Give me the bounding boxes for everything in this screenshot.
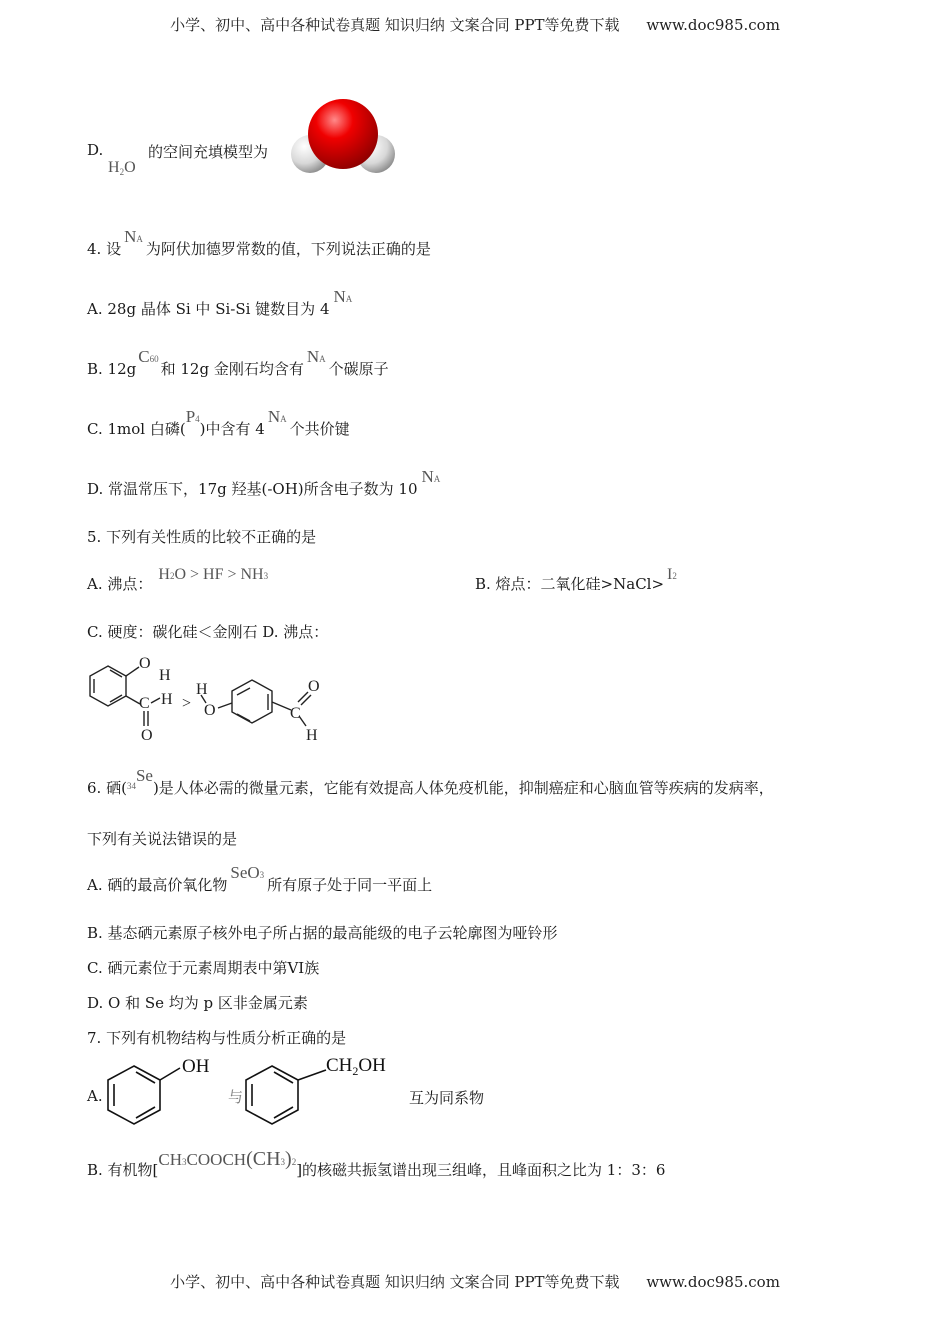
water-space-filling-model [288,92,400,184]
q7a-benzyl-double-2 [274,1107,293,1118]
q4c-na-sub: A [280,414,287,424]
q6-se-z: 34 [126,781,136,791]
q5d-bond-oh-left [126,667,139,676]
q5a-nh-sub: 3 [263,571,269,581]
q7b-paren: (CH [246,1148,281,1170]
q7-stem: 7. 下列有机物结构与性质分析正确的是 [87,1029,347,1047]
q4d-na-sub: A [433,474,441,484]
q7b-sub2: 3 [280,1157,286,1167]
q4c-p: P [185,407,196,426]
q7a-oh-tail: OH [358,1055,386,1076]
q4c-mid: )中含有 4 [199,420,265,438]
q7-option-b [87,1148,666,1181]
q5d-label-o4: O [308,678,320,695]
q4-option-b [87,347,389,379]
q3d-formula-o: O [124,159,136,176]
q5d-label-o2: O [141,727,153,744]
q5b-i-sub: 2 [672,571,677,581]
q7b-paren-close: ) [285,1148,292,1170]
header-site-link[interactable]: www.doc985.com [646,16,780,34]
q5-option-b [475,566,677,594]
q5d-ring-right-double-1 [237,688,250,695]
q4a-na-sub: A [345,294,353,304]
q6-option-c: C. 硒元素位于元素周期表中第VI族 [87,959,320,977]
q4b-c: C [138,347,150,366]
q3d-formula-h: H [108,159,120,176]
q7b-sub1: 3 [182,1157,187,1167]
q7a-phenol-ring [108,1066,160,1124]
page-footer [0,1271,950,1292]
q4b-c-sub: 60 [149,354,159,364]
q6-stem-post: )是人体必需的微量元素，它能有效提高人体免疫机能，抑制癌症和心脑血管等疾病的发病率， [152,779,774,797]
q4a-na-symbol [334,287,353,307]
q5d-ring-right-double-3 [237,714,250,721]
q7a-phenol-double-2 [136,1107,155,1118]
q5b-formula [667,566,677,584]
q4-stem [87,227,431,259]
q5a-middle: O > HF > NH [174,566,264,583]
q7a-mid: 与 [228,1090,244,1106]
q7b-pre: B. 有机物[ [87,1161,159,1179]
q7b-post: ]的核磁共振氢谱出现三组峰，且峰面积之比为 1：3：6 [296,1161,666,1179]
q5b-text: B. 熔点：二氧化硅>NaCl> [475,575,665,593]
q6-stem2: 下列有关说法错误的是 [87,830,238,848]
q5d-label-h3: H [196,681,208,698]
q3d-label: D. [87,141,104,159]
q6-stem [87,766,774,803]
q6-option-d: D. O 和 Se 均为 p 区非金属元素 [87,994,308,1012]
q7a-ch2-sub: 2 [352,1064,359,1078]
q4-option-d [87,467,441,499]
q5d-ring-right [232,680,272,723]
q5d-label-h1: H [159,667,171,684]
q5d-bond-cho-left [126,696,140,704]
q5d-label-c1: C [139,695,150,712]
footer-text: 小学、初中、高中各种试卷真题 知识归纳 文案合同 PPT等免费下载 [170,1273,620,1291]
q4b-na-symbol [307,347,326,367]
q6-se-text: Se [135,766,153,785]
q4a-text: A. 28g 晶体 Si 中 Si-Si 键数目为 4 [87,300,330,318]
q5-stem: 5. 下列有关性质的比较不正确的是 [87,528,317,546]
q3d-formula [108,159,136,177]
q6-option-b: B. 基态硒元素原子核外电子所占据的最高能级的电子云轮廓图为哑铃形 [87,924,558,942]
q4-stem-suffix: 为阿伏加德罗常数的值，下列说法正确的是 [145,240,431,258]
q7a-benzyl-double-3 [274,1072,293,1083]
q7a-label: A. [87,1087,103,1105]
q7b-ch: CH [158,1150,183,1169]
header-text: 小学、初中、高中各种试卷真题 知识归纳 文案合同 PPT等免费下载 [170,16,620,34]
q4c-p4 [186,407,200,427]
q5-option-a [87,566,269,594]
q4d-na-n: N [421,467,434,486]
q7a-benzyl-ch2-bond [298,1070,326,1080]
q4-na-n: N [124,227,137,246]
q7a-ch2oh-label [326,1055,386,1078]
q4d-text: D. 常温常压下，17g 羟基(-OH)所含电子数为 10 [87,480,418,498]
q4-stem-prefix: 4. 设 [87,240,122,258]
q4c-p-sub: 4 [195,414,200,424]
q3d-formula-sub: 2 [119,167,125,177]
oxygen-atom [308,99,378,169]
q5d-label-o3: O [204,702,216,719]
q5d-bond-o-ring [218,703,232,708]
q7a-phenol-oh-bond [160,1068,180,1080]
q5d-cho-double-r-b [301,695,311,705]
q4b-c60 [138,347,158,367]
q6a-post: 所有原子处于同一平面上 [267,876,433,894]
q7a-ch: CH [326,1055,353,1076]
q4b-pre: B. 12g [87,360,137,378]
q7a-phenol-double-3 [136,1072,155,1083]
q4b-na-n: N [306,347,320,366]
q5d-label-gt: > [182,695,192,712]
q5-options-cd: C. 硬度：碳化硅＜金刚石 D. 沸点： [87,623,329,641]
q6-option-a [87,863,433,895]
q4c-post: 个共价键 [289,420,350,438]
q6-se-symbol [127,766,153,791]
q5a-h: H [158,566,170,583]
q5d-label-h4: H [306,727,318,744]
q5d-label-o1: O [139,655,151,672]
q7a-oh-label: OH [182,1056,210,1077]
q6-stem-pre: 6. 硒( [87,779,127,797]
q5b-i: I [667,566,673,583]
q4c-pre: C. 1mol 白磷( [87,420,186,438]
q5d-bond-ring-cho [272,702,291,710]
q7b-sub3: 2 [291,1157,297,1167]
page-header [0,14,950,35]
q5a-text: A. 沸点： [87,575,153,593]
q5d-cho-h-left [151,698,160,703]
q7a-benzyl-ring [246,1066,298,1124]
q4a-na-n: N [333,287,346,306]
q4c-na-n: N [267,407,281,426]
q4-na-sub: A [136,234,143,244]
q3-option-d [87,141,103,159]
q5d-label-c2: C [290,705,301,722]
q4b-mid: 和 12g 金刚石均含有 [160,360,304,378]
q4-option-c [87,407,350,439]
q5d-cho-double-r-a [298,692,308,702]
q4b-na-sub: A [319,354,326,364]
q7b-formula [158,1148,296,1171]
q4-option-a [87,287,353,319]
q4-na-symbol [124,227,143,247]
footer-site-link[interactable]: www.doc985.com [646,1273,780,1291]
q5d-label-h2: H [161,691,173,708]
q4b-post: 个碳原子 [328,360,389,378]
q5a-h-sub: 2 [169,571,175,581]
q6a-seo-sub: 3 [259,870,265,880]
q5d-ring-left [90,666,126,706]
q4c-na-symbol [268,407,287,427]
q6a-seo3 [230,863,264,883]
q7a-structures [100,1048,430,1134]
q7a-post: 互为同系物 [409,1089,485,1107]
q6a-pre: A. 硒的最高价氧化物 [87,876,228,894]
q5a-formula [158,566,268,584]
q7b-cooch: COOCH [186,1150,247,1169]
q3d-text: 的空间充填模型为 [148,143,269,161]
q6a-seo: SeO [230,863,260,882]
q4d-na-symbol [422,467,441,487]
q5d-structures [84,648,334,744]
